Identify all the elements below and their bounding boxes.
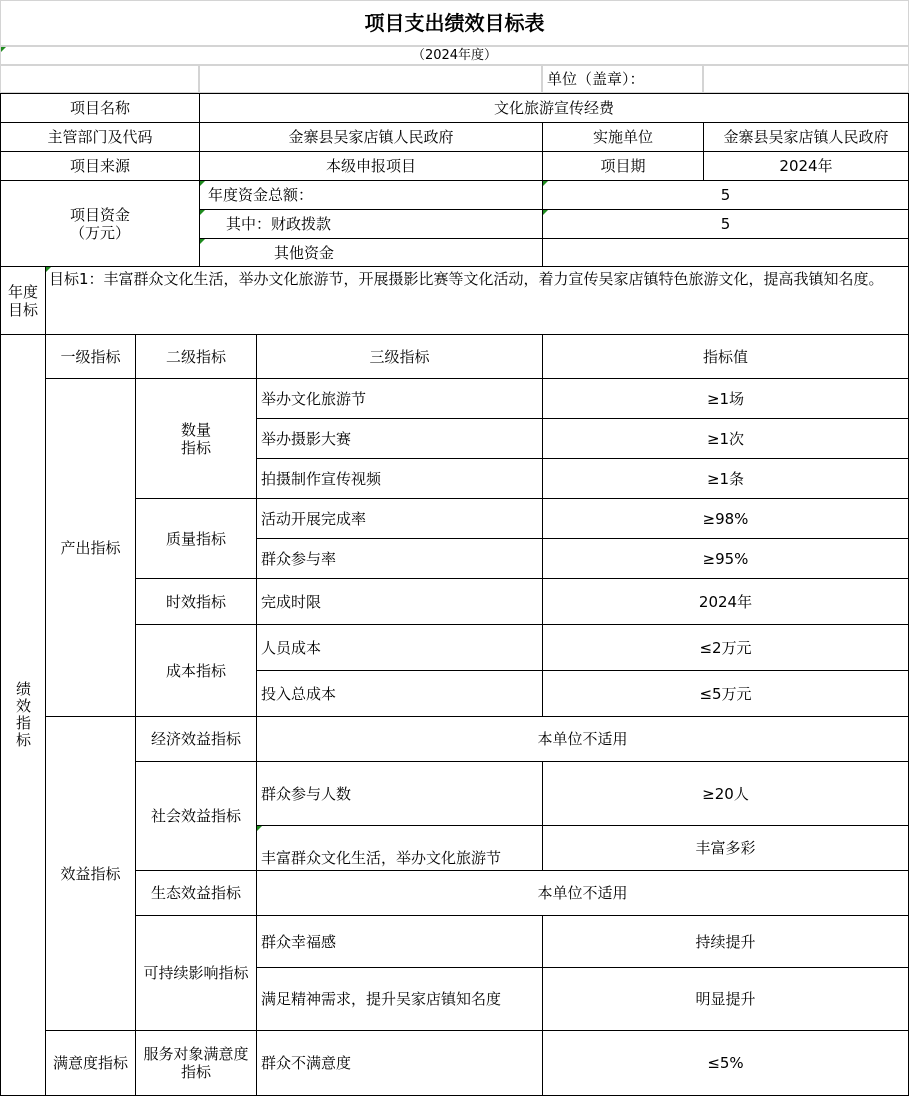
indicator-value: ≤2万元: [542, 624, 909, 671]
output-indicators-label: 产出指标: [45, 378, 136, 717]
service-satisfaction-label: [135, 1030, 257, 1096]
header-level1: 一级指标: [45, 334, 136, 379]
quantity-label-line1: 数量: [180, 420, 211, 439]
service-label-line2: 指标: [180, 1063, 211, 1081]
header-level2: 二级指标: [135, 334, 257, 379]
indicator-name: 举办摄影大赛: [256, 418, 543, 459]
total-funds-value: 5: [542, 180, 909, 210]
indicator-name: 满足精神需求，提升吴家店镇知名度: [256, 967, 543, 1031]
indicator-value: ≥1场: [542, 378, 909, 419]
indicator-value: 持续提升: [542, 915, 909, 968]
year-note: （2024年度）: [0, 46, 909, 65]
indicator-name: 拍摄制作宣传视频: [256, 458, 543, 499]
service-label-line1: 服务对象满意度: [143, 1045, 249, 1063]
performance-indicators-label: 绩效指标: [0, 334, 46, 1096]
quantity-indicators-label: [135, 378, 257, 499]
ecological-benefit-label: 生态效益指标: [135, 870, 257, 916]
indicator-name: 完成时限: [256, 578, 543, 625]
indicator-name: 群众参与率: [256, 538, 543, 579]
period-label: 项目期: [542, 151, 704, 181]
project-name-label: 项目名称: [0, 93, 200, 123]
sustainable-impact-label: 可持续影响指标: [135, 915, 257, 1031]
indicator-name: 投入总成本: [256, 670, 543, 717]
header-value: 指标值: [542, 334, 909, 379]
satisfaction-indicators-label: 满意度指标: [45, 1030, 136, 1096]
blank-cell: [0, 65, 199, 93]
project-name-value: 文化旅游宣传经费: [199, 93, 909, 123]
blank-cell: [199, 65, 542, 93]
impl-unit-label: 实施单位: [542, 122, 704, 152]
total-funds-label: 年度资金总额：: [199, 180, 543, 210]
indicator-name: 人员成本: [256, 624, 543, 671]
indicator-name: 活动开展完成率: [256, 498, 543, 539]
timeliness-indicators-label: 时效指标: [135, 578, 257, 625]
fiscal-funds-value: 5: [542, 209, 909, 239]
indicator-name: 群众幸福感: [256, 915, 543, 968]
quality-indicators-label: 质量指标: [135, 498, 257, 579]
impl-unit-value: 金寨县吴家店镇人民政府: [703, 122, 909, 152]
dept-value: 金寨县吴家店镇人民政府: [199, 122, 543, 152]
social-benefit-label: 社会效益指标: [135, 761, 257, 871]
indicator-value: ≥1次: [542, 418, 909, 459]
indicator-value: 明显提升: [542, 967, 909, 1031]
blank-cell: [703, 65, 909, 93]
benefit-indicators-label: 效益指标: [45, 716, 136, 1031]
indicator-name: 群众不满意度: [256, 1030, 543, 1096]
annual-goal-text: 目标1：丰富群众文化生活，举办文化旅游节，开展摄影比赛等文化活动，着力宣传吴家店镇特色旅游文化，提高我镇知名度。: [45, 266, 909, 335]
economic-benefit-value: 本单位不适用: [256, 716, 909, 762]
other-funds-value: [542, 238, 909, 267]
page-title: 项目支出绩效目标表: [0, 0, 909, 46]
indicator-value: ≥20人: [542, 761, 909, 826]
fiscal-funds-label: 其中：财政拨款: [199, 209, 543, 239]
dept-label: 主管部门及代码: [0, 122, 200, 152]
indicator-value: ≥1条: [542, 458, 909, 499]
indicator-name: 群众参与人数: [256, 761, 543, 826]
quantity-label-line2: 指标: [180, 438, 211, 457]
annual-goal-label: 年度目标: [0, 266, 46, 335]
other-funds-label: 其他资金: [199, 238, 543, 267]
cost-indicators-label: 成本指标: [135, 624, 257, 717]
indicator-value: 2024年: [542, 578, 909, 625]
indicator-value: 丰富多彩: [542, 825, 909, 871]
header-level3: 三级指标: [256, 334, 543, 379]
indicator-value: ≤5万元: [542, 670, 909, 717]
source-label: 项目来源: [0, 151, 200, 181]
indicator-name: 丰富群众文化生活，举办文化旅游节: [256, 825, 543, 871]
funds-label-line2: （万元）: [69, 223, 130, 242]
indicator-value: ≥95%: [542, 538, 909, 579]
indicator-value: ≥98%: [542, 498, 909, 539]
period-value: 2024年: [703, 151, 909, 181]
indicator-name: 举办文化旅游节: [256, 378, 543, 419]
funds-label-line1: 项目资金: [69, 205, 130, 224]
indicator-value: ≤5%: [542, 1030, 909, 1096]
ecological-benefit-value: 本单位不适用: [256, 870, 909, 916]
source-value: 本级申报项目: [199, 151, 543, 181]
funds-label: [0, 180, 200, 267]
unit-stamp-label: 单位（盖章）：: [542, 65, 703, 93]
economic-benefit-label: 经济效益指标: [135, 716, 257, 762]
